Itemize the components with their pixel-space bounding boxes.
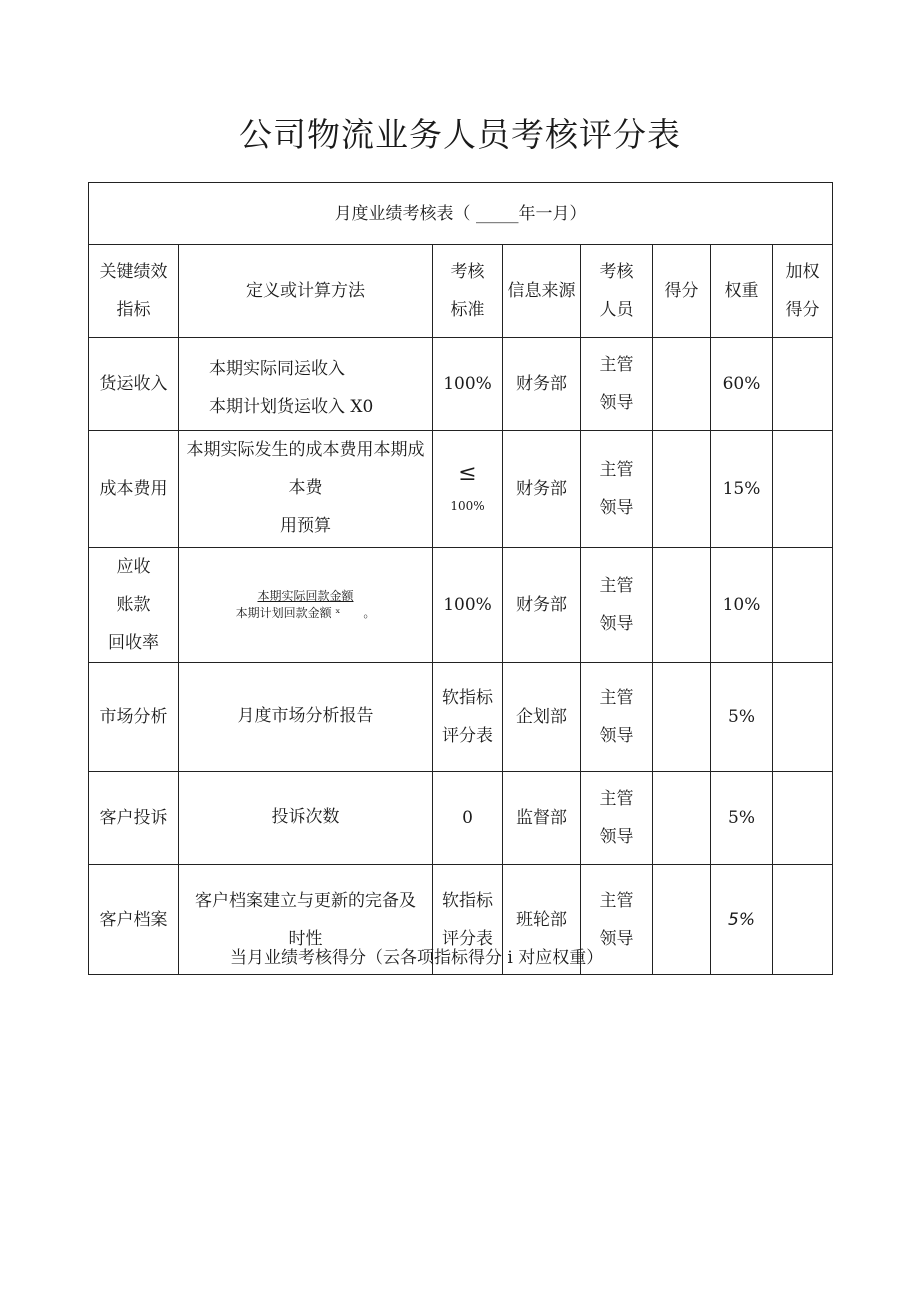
header-method: 定义或计算方法 bbox=[179, 245, 433, 338]
header-standard-line-1: 考核 bbox=[450, 262, 485, 282]
table-row bbox=[89, 548, 833, 663]
formula-denominator: 本期计划货运收入 X0 bbox=[209, 397, 374, 417]
row-source: 财务部 bbox=[503, 431, 581, 548]
header-assessor-line-1: 考核 bbox=[599, 262, 634, 282]
row-source: 企划部 bbox=[503, 663, 581, 772]
table-caption: 月度业绩考核表（ _____年一月） bbox=[89, 183, 833, 245]
kpi-line-1: 应收 bbox=[116, 557, 151, 577]
row-score[interactable] bbox=[653, 548, 711, 663]
formula-denominator: 本期计划回款金额 ˣ bbox=[235, 606, 341, 620]
row-assessor bbox=[581, 338, 653, 431]
header-assessor-line-2: 人员 bbox=[599, 300, 634, 320]
header-kpi bbox=[89, 245, 179, 338]
header-weighted bbox=[773, 245, 833, 338]
kpi-line-3: 回收率 bbox=[108, 633, 159, 653]
header-weighted-line-1: 加权 bbox=[785, 262, 820, 282]
assessor-line-2: 领导 bbox=[599, 928, 634, 949]
header-score: 得分 bbox=[653, 245, 711, 338]
table-row bbox=[89, 663, 833, 772]
footer-note: 当月业绩考核得分（云各项指标得分 i 对应权重） bbox=[230, 948, 604, 968]
row-assessor bbox=[581, 548, 653, 663]
kpi-line-2: 账款 bbox=[116, 595, 151, 615]
formula-line-1: 本期实际发生的成本费用本期成本费 bbox=[186, 440, 425, 498]
header-kpi-line-2: 指标 bbox=[116, 300, 151, 320]
row-weight: 15% bbox=[711, 431, 773, 548]
assessor-line-1: 主管 bbox=[599, 460, 634, 480]
table-header-row bbox=[89, 245, 833, 338]
row-kpi: 市场分析 bbox=[89, 663, 179, 772]
header-standard-line-2: 标准 bbox=[450, 300, 485, 320]
assessor-line-1: 主管 bbox=[599, 789, 634, 809]
row-standard bbox=[433, 663, 503, 772]
standard-line-1: 软指标 bbox=[442, 890, 493, 911]
assessor-line-1: 主管 bbox=[599, 576, 634, 596]
row-assessor bbox=[581, 431, 653, 548]
page-title: 公司物流业务人员考核评分表 bbox=[239, 115, 681, 154]
row-weighted-score[interactable] bbox=[773, 865, 833, 975]
assessor-line-2: 领导 bbox=[599, 827, 634, 847]
method-line-2: 时性 bbox=[288, 928, 323, 949]
formula-denominator-line bbox=[181, 605, 430, 622]
formula-numerator: 本期实际同运收入 bbox=[209, 359, 345, 379]
row-kpi: 成本费用 bbox=[89, 431, 179, 548]
row-kpi bbox=[89, 548, 179, 663]
assessor-line-2: 领导 bbox=[599, 614, 634, 634]
row-kpi: 客户档案 bbox=[89, 865, 179, 975]
row-source: 班轮部 bbox=[503, 865, 581, 975]
row-method bbox=[179, 431, 433, 548]
row-score[interactable] bbox=[653, 772, 711, 865]
header-kpi-line-1: 关键绩效 bbox=[99, 262, 168, 282]
table-row bbox=[89, 772, 833, 865]
assessment-table bbox=[88, 182, 833, 975]
row-kpi: 货运收入 bbox=[89, 338, 179, 431]
standard-line-2: 评分表 bbox=[442, 928, 493, 949]
row-weight: 5% bbox=[711, 865, 773, 975]
standard-line-1: 软指标 bbox=[442, 688, 493, 708]
row-weighted-score[interactable] bbox=[773, 431, 833, 548]
row-source: 财务部 bbox=[503, 548, 581, 663]
row-method bbox=[179, 548, 433, 663]
row-assessor bbox=[581, 663, 653, 772]
row-weight: 5% bbox=[711, 663, 773, 772]
row-weighted-score[interactable] bbox=[773, 663, 833, 772]
method-line-1: 客户档案建立与更新的完备及 bbox=[195, 890, 416, 911]
table-row bbox=[89, 431, 833, 548]
row-score[interactable] bbox=[653, 338, 711, 431]
table-row bbox=[89, 338, 833, 431]
row-weight: 10% bbox=[711, 548, 773, 663]
row-assessor bbox=[581, 772, 653, 865]
header-assessor bbox=[581, 245, 653, 338]
row-standard: 100% bbox=[433, 548, 503, 663]
assessor-line-1: 主管 bbox=[599, 688, 634, 708]
table-caption-row bbox=[89, 183, 833, 245]
row-weighted-score[interactable] bbox=[773, 548, 833, 663]
header-source: 信息来源 bbox=[503, 245, 581, 338]
row-source: 财务部 bbox=[503, 338, 581, 431]
row-score[interactable] bbox=[653, 663, 711, 772]
row-score[interactable] bbox=[653, 865, 711, 975]
header-weighted-line-2: 得分 bbox=[785, 300, 820, 320]
row-weight: 5% bbox=[711, 772, 773, 865]
row-standard: 0 bbox=[433, 772, 503, 865]
header-standard bbox=[433, 245, 503, 338]
row-kpi: 客户投诉 bbox=[89, 772, 179, 865]
row-weighted-score[interactable] bbox=[773, 772, 833, 865]
formula-numerator: 本期实际回款金额 bbox=[257, 589, 354, 603]
row-standard bbox=[433, 431, 503, 548]
assessor-line-2: 领导 bbox=[599, 726, 634, 746]
standard-value: 100% bbox=[450, 499, 485, 513]
header-weight: 权重 bbox=[711, 245, 773, 338]
formula-dot: 。 bbox=[363, 606, 376, 620]
less-equal-symbol: ≤ bbox=[458, 461, 477, 486]
assessor-line-1: 主管 bbox=[599, 890, 634, 911]
row-weighted-score[interactable] bbox=[773, 338, 833, 431]
row-source: 监督部 bbox=[503, 772, 581, 865]
standard-line-2: 评分表 bbox=[442, 726, 493, 746]
row-score[interactable] bbox=[653, 431, 711, 548]
assessor-line-1: 主管 bbox=[599, 355, 634, 375]
row-method bbox=[179, 338, 433, 431]
assessor-line-2: 领导 bbox=[599, 393, 634, 413]
row-method: 投诉次数 bbox=[179, 772, 433, 865]
row-standard: 100% bbox=[433, 338, 503, 431]
formula-line-2: 用预算 bbox=[280, 516, 331, 536]
row-method: 月度市场分析报告 bbox=[179, 663, 433, 772]
assessor-line-2: 领导 bbox=[599, 498, 634, 518]
row-weight: 60% bbox=[711, 338, 773, 431]
